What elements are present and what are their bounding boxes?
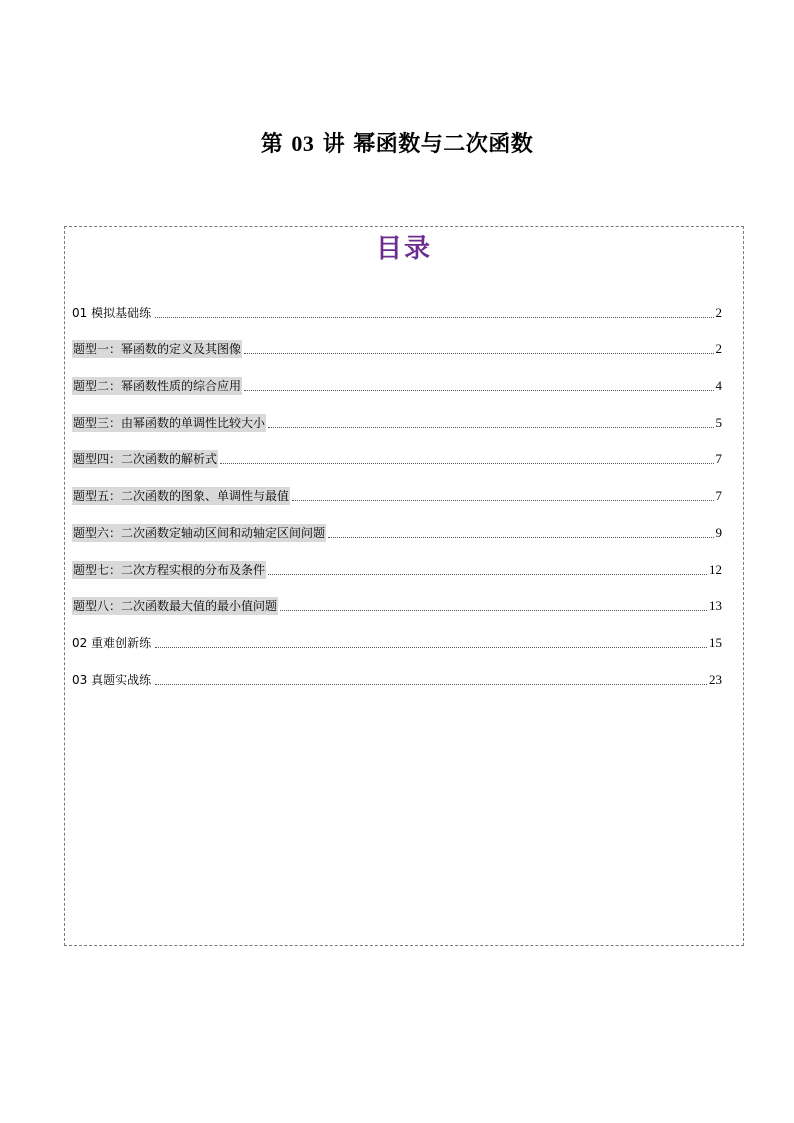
toc-entry-page-number[interactable]: 7 bbox=[715, 488, 722, 504]
toc-entry-page-number[interactable]: 2 bbox=[715, 341, 722, 357]
toc-entry-label[interactable]: 题型三：由幂函数的单调性比较大小 bbox=[73, 415, 266, 430]
toc-dot-leader bbox=[155, 683, 707, 685]
table-of-contents bbox=[64, 226, 744, 946]
toc-entry[interactable] bbox=[72, 505, 722, 542]
toc-dot-leader bbox=[328, 536, 713, 538]
toc-entry[interactable] bbox=[72, 468, 722, 505]
document-title bbox=[0, 127, 794, 162]
toc-entry[interactable] bbox=[72, 395, 722, 432]
toc-entry[interactable] bbox=[72, 285, 722, 322]
toc-entry-label[interactable]: 题型六：二次函数定轴动区间和动轴定区间问题 bbox=[73, 525, 326, 540]
toc-entry-label[interactable]: 02 重难创新练 bbox=[72, 635, 152, 650]
toc-dot-leader bbox=[220, 462, 713, 464]
toc-entry[interactable] bbox=[72, 652, 722, 689]
title-prefix: 第 bbox=[260, 132, 284, 157]
toc-heading: 目录 bbox=[375, 234, 432, 264]
toc-entry-label[interactable]: 题型五：二次函数的图象、单调性与最值 bbox=[73, 489, 290, 504]
toc-dot-leader bbox=[292, 499, 713, 501]
toc-entry-page-number[interactable]: 4 bbox=[715, 378, 722, 394]
toc-entry-page-number[interactable]: 7 bbox=[715, 451, 722, 467]
toc-entry-page-number[interactable]: 23 bbox=[709, 671, 722, 687]
title-number: 03 bbox=[291, 131, 315, 156]
toc-entry-label[interactable]: 03 真题实战练 bbox=[72, 672, 152, 687]
toc-entry-label[interactable]: 题型八：二次函数最大值的最小值问题 bbox=[73, 599, 278, 614]
toc-entry[interactable] bbox=[72, 615, 722, 652]
toc-entry[interactable] bbox=[72, 358, 722, 395]
toc-dot-leader bbox=[280, 609, 707, 611]
toc-entry[interactable] bbox=[72, 432, 722, 469]
toc-entry-label[interactable]: 01 模拟基础练 bbox=[72, 305, 152, 320]
toc-entry[interactable] bbox=[72, 322, 722, 359]
title-text: 讲 幂函数与二次函数 bbox=[322, 132, 534, 157]
toc-entry[interactable] bbox=[72, 542, 722, 579]
toc-entry-label[interactable]: 题型一：幂函数的定义及其图像 bbox=[73, 342, 242, 357]
toc-entry-page-number[interactable]: 12 bbox=[709, 561, 722, 577]
toc-dot-leader bbox=[155, 646, 707, 648]
toc-dot-leader bbox=[244, 352, 713, 354]
toc-dot-leader bbox=[244, 389, 713, 391]
toc-list bbox=[72, 285, 722, 689]
toc-entry[interactable] bbox=[72, 579, 722, 616]
toc-dot-leader bbox=[155, 316, 713, 318]
toc-entry-page-number[interactable]: 9 bbox=[715, 524, 722, 540]
toc-entry-page-number[interactable]: 2 bbox=[715, 304, 722, 320]
toc-entry-page-number[interactable]: 13 bbox=[709, 598, 722, 614]
toc-entry-page-number[interactable]: 5 bbox=[715, 414, 722, 430]
toc-dot-leader bbox=[268, 573, 707, 575]
toc-dot-leader bbox=[268, 426, 713, 428]
toc-entry-label[interactable]: 题型四：二次函数的解析式 bbox=[73, 452, 218, 467]
toc-entry-label[interactable]: 题型七：二次方程实根的分布及条件 bbox=[73, 562, 266, 577]
toc-entry-label[interactable]: 题型二：幂函数性质的综合应用 bbox=[73, 379, 242, 394]
toc-entry-page-number[interactable]: 15 bbox=[709, 634, 722, 650]
